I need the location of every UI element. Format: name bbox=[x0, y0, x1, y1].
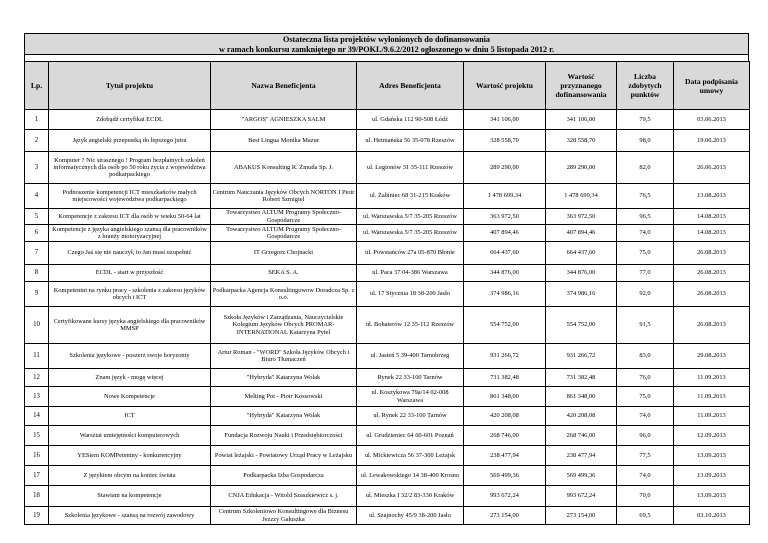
cell-points: 77,0 bbox=[617, 265, 674, 282]
cell-title: Czego Jaś się nie nauczył, to Jan musi uzupełnić bbox=[49, 242, 211, 265]
cell-address: ul. Legionów 31 35-111 Rzeszów bbox=[357, 152, 464, 184]
cell-grant: 341 106,00 bbox=[546, 110, 617, 130]
cell-title: Kompetencje z języka angielskiego szansą dla pracowników z branży motoryzacyjnej bbox=[49, 225, 211, 242]
cell-points: 74,0 bbox=[617, 225, 674, 242]
cell-lp: 6 bbox=[25, 225, 49, 242]
cell-address: ul. Mieszka I 32/2 83-330 Kraków bbox=[357, 486, 464, 507]
cell-date: 13.09.2013 bbox=[674, 446, 750, 466]
cell-points: 77,5 bbox=[617, 446, 674, 466]
table-row bbox=[25, 242, 750, 265]
header-lp: Lp. bbox=[25, 62, 49, 110]
header-points: Liczba zdobytych punktów bbox=[617, 62, 674, 110]
table-row bbox=[25, 184, 750, 209]
cell-date: 11.09.2013 bbox=[674, 387, 750, 407]
cell-address: ul. Grudzieniec 64 60-601 Poznań bbox=[357, 426, 464, 446]
cell-title: YEStem KOMPetentny - konkurencyjny bbox=[49, 446, 211, 466]
cell-points: 75,0 bbox=[617, 242, 674, 265]
cell-lp: 1 bbox=[25, 110, 49, 130]
cell-date: 14.08.2013 bbox=[674, 209, 750, 225]
cell-date: 26.08.2013 bbox=[674, 265, 750, 282]
cell-beneficiary: Melting Pot - Piotr Kossowski bbox=[211, 387, 357, 407]
cell-lp: 5 bbox=[25, 209, 49, 225]
cell-beneficiary: Powiat leżajski - Powiatowy Urząd Pracy w Leżajsku bbox=[211, 446, 357, 466]
document-title bbox=[24, 33, 749, 55]
cell-points: 82,0 bbox=[617, 152, 674, 184]
cell-grant: 238 477,94 bbox=[546, 446, 617, 466]
cell-beneficiary: Artur Roman - "WORD" Szkoła Języków Obcych i Biuro Tłumaczeń bbox=[211, 344, 357, 369]
cell-lp: 9 bbox=[25, 282, 49, 307]
cell-title: Nowe Kompetencje bbox=[49, 387, 211, 407]
cell-grant: 273 154,00 bbox=[546, 507, 617, 525]
header-value: Wartość projektu bbox=[464, 62, 546, 110]
cell-beneficiary: CNJA Edukacja - Witold Szaszkiewicz s. j. bbox=[211, 486, 357, 507]
cell-address: ul. Paca 37 04-386 Warszawa bbox=[357, 265, 464, 282]
cell-beneficiary: "Hybryda" Katarzyna Wolak bbox=[211, 369, 357, 387]
cell-title: Szkolenia językowe - poszerz swoje horyzonty bbox=[49, 344, 211, 369]
cell-value: 420 208,08 bbox=[464, 407, 546, 426]
cell-grant: 664 437,60 bbox=[546, 242, 617, 265]
cell-beneficiary: Towarzystwo ALTUM Programy Społeczno-Gospodarcze bbox=[211, 225, 357, 242]
cell-grant: 420 208,08 bbox=[546, 407, 617, 426]
cell-value: 344 876,00 bbox=[464, 265, 546, 282]
cell-lp: 15 bbox=[25, 426, 49, 446]
cell-lp: 14 bbox=[25, 407, 49, 426]
cell-date: 14.08.2013 bbox=[674, 225, 750, 242]
cell-address: ul. Gdańska 112 90-508 Łódź bbox=[357, 110, 464, 130]
cell-grant: 268 746,00 bbox=[546, 426, 617, 446]
table-row bbox=[25, 407, 750, 426]
header-row bbox=[25, 62, 750, 110]
cell-grant: 344 876,00 bbox=[546, 265, 617, 282]
cell-grant: 569 499,36 bbox=[546, 466, 617, 486]
table-row bbox=[25, 486, 750, 507]
cell-title: Certyfikowane kursy języka angielskiego dla pracowników MMŚP bbox=[49, 307, 211, 344]
cell-grant: 1 478 699,34 bbox=[546, 184, 617, 209]
table-row bbox=[25, 209, 750, 225]
table-row bbox=[25, 225, 750, 242]
cell-grant: 374 986,16 bbox=[546, 282, 617, 307]
header-grant: Wartość przyznanego dofinansowania bbox=[546, 62, 617, 110]
cell-title: Znam język - mogę więcej bbox=[49, 369, 211, 387]
cell-beneficiary: SEKA S. A. bbox=[211, 265, 357, 282]
cell-address: ul. Warszawska 5/7 35-205 Rzeszów bbox=[357, 225, 464, 242]
cell-beneficiary: Towarzystwo ALTUM Programy Społeczno-Gospodarcze bbox=[211, 209, 357, 225]
cell-title: Warsztat umiejętności komputerowych bbox=[49, 426, 211, 446]
cell-grant: 861 348,00 bbox=[546, 387, 617, 407]
cell-date: 26.08.2013 bbox=[674, 242, 750, 265]
cell-value: 363 972,50 bbox=[464, 209, 546, 225]
cell-value: 328 558,70 bbox=[464, 130, 546, 152]
table-row bbox=[25, 130, 750, 152]
cell-date: 13.09.2013 bbox=[674, 486, 750, 507]
cell-beneficiary: Fundacja Rozwoju Nauki i Przedsiębiorczości bbox=[211, 426, 357, 446]
cell-points: 79,5 bbox=[617, 110, 674, 130]
cell-date: 26.06.2013 bbox=[674, 152, 750, 184]
cell-lp: 13 bbox=[25, 387, 49, 407]
cell-title: Kompetentni na rynku pracy - szkolenia z zakresu języków obcych i ICT bbox=[49, 282, 211, 307]
cell-lp: 19 bbox=[25, 507, 49, 525]
table-row bbox=[25, 426, 750, 446]
cell-beneficiary: Szkoła Języków i Zarządzania, Nauczycielskie Kolegium Języków Obcych PROMAR-INTERNATIONAL Katarzyna Pytel bbox=[211, 307, 357, 344]
cell-title: Podnoszenie kompetencji ICT mieszkańców małych miejscowości województwa podkarpackiego bbox=[49, 184, 211, 209]
cell-title: Zdobądź certyfikat ECDL bbox=[49, 110, 211, 130]
cell-lp: 2 bbox=[25, 130, 49, 152]
cell-title: Kompetencje z zakresu ICT dla osób w wieku 50-64 lat bbox=[49, 209, 211, 225]
cell-value: 731 382,48 bbox=[464, 369, 546, 387]
table-row bbox=[25, 307, 750, 344]
cell-beneficiary: ABAKUS Konsulting R. Żmuda Sp. J. bbox=[211, 152, 357, 184]
cell-address: ul. Lewakowskiego 14 38-400 Krosno bbox=[357, 466, 464, 486]
cell-address: ul. Koszykowa 79a/14 02-008 Warszawa bbox=[357, 387, 464, 407]
cell-beneficiary: Podkarpacka Agencja Konsultingowow Doradcza Sp. z o.o. bbox=[211, 282, 357, 307]
cell-title: Z językiem obcym na koniec świata bbox=[49, 466, 211, 486]
cell-beneficiary: IT Grzegorz Chojnacki bbox=[211, 242, 357, 265]
table-body bbox=[25, 110, 750, 525]
cell-points: 92,0 bbox=[617, 282, 674, 307]
cell-address: ul. Bohaterów 12 35-112 Rzeszów bbox=[357, 307, 464, 344]
table-row bbox=[25, 344, 750, 369]
table-row bbox=[25, 446, 750, 466]
cell-value: 407 894,46 bbox=[464, 225, 546, 242]
cell-address: ul. Jasień 5 39-400 Tarnobrzeg bbox=[357, 344, 464, 369]
cell-points: 74,0 bbox=[617, 407, 674, 426]
cell-points: 74,0 bbox=[617, 466, 674, 486]
cell-points: 96,0 bbox=[617, 426, 674, 446]
table-row bbox=[25, 507, 750, 525]
cell-beneficiary: Centrum Nauczania Języków Obcych NORTON I Piotr Robert Szmigiel bbox=[211, 184, 357, 209]
table-row bbox=[25, 110, 750, 130]
cell-lp: 8 bbox=[25, 265, 49, 282]
title-line-2: w ramach konkursu zamkniętego nr 39/POKL/9.6.2/2012 ogłoszonego w dniu 5 listopada 2012 r. bbox=[218, 45, 555, 54]
cell-lp: 4 bbox=[25, 184, 49, 209]
cell-value: 664 437,60 bbox=[464, 242, 546, 265]
cell-points: 98,0 bbox=[617, 130, 674, 152]
cell-date: 11.09.2013 bbox=[674, 407, 750, 426]
cell-points: 69,5 bbox=[617, 507, 674, 525]
cell-points: 76,0 bbox=[617, 369, 674, 387]
cell-lp: 11 bbox=[25, 344, 49, 369]
cell-value: 341 106,00 bbox=[464, 110, 546, 130]
cell-points: 75,0 bbox=[617, 387, 674, 407]
cell-value: 931 266,72 bbox=[464, 344, 546, 369]
cell-beneficiary: "Hybryda" Katarzyna Wolak bbox=[211, 407, 357, 426]
cell-grant: 931 266,72 bbox=[546, 344, 617, 369]
cell-lp: 3 bbox=[25, 152, 49, 184]
cell-address: ul. 17 Stycznia 18 38-200 Jasło bbox=[357, 282, 464, 307]
cell-points: 91,5 bbox=[617, 307, 674, 344]
cell-date: 03.10.2013 bbox=[674, 507, 750, 525]
cell-address: ul. Mickiewicza 56 37-300 Leżajsk bbox=[357, 446, 464, 466]
cell-lp: 7 bbox=[25, 242, 49, 265]
cell-address: ul. Powstańców 27a 05-870 Błonie bbox=[357, 242, 464, 265]
cell-lp: 10 bbox=[25, 307, 49, 344]
cell-points: 76,5 bbox=[617, 184, 674, 209]
cell-grant: 363 972,50 bbox=[546, 209, 617, 225]
cell-points: 96,5 bbox=[617, 209, 674, 225]
cell-address: ul. Szajnochy 45/9 38-200 Jasło bbox=[357, 507, 464, 525]
cell-date: 11.09.2013 bbox=[674, 369, 750, 387]
cell-address: ul. Warszawska 5/7 35-205 Rzeszów bbox=[357, 209, 464, 225]
cell-points: 70,0 bbox=[617, 486, 674, 507]
cell-address: ul. Żabiniec 68 31-215 Kraków bbox=[357, 184, 464, 209]
cell-title: Szkolenia językowe - szansą na rozwój zawodowy bbox=[49, 507, 211, 525]
cell-value: 861 348,00 bbox=[464, 387, 546, 407]
header-title: Tytuł projektu bbox=[49, 62, 211, 110]
cell-address: Rynek 22 33-100 Tarnów bbox=[357, 369, 464, 387]
header-beneficiary: Nazwa Beneficjenta bbox=[211, 62, 357, 110]
header-address: Adres Beneficjenta bbox=[357, 62, 464, 110]
cell-date: 03.06.2013 bbox=[674, 110, 750, 130]
cell-date: 13.08.2013 bbox=[674, 184, 750, 209]
cell-date: 13.09.2013 bbox=[674, 466, 750, 486]
cell-value: 554 752,00 bbox=[464, 307, 546, 344]
cell-lp: 12 bbox=[25, 369, 49, 387]
table-row bbox=[25, 387, 750, 407]
cell-address: ul. Hetmańska 56 35-078 Rzeszów bbox=[357, 130, 464, 152]
cell-address: ul. Rynek 22 33-100 Tarnów bbox=[357, 407, 464, 426]
cell-beneficiary: Podkarpacka Izba Gospodarcza bbox=[211, 466, 357, 486]
cell-value: 289 290,00 bbox=[464, 152, 546, 184]
table-row bbox=[25, 265, 750, 282]
cell-title: ICT bbox=[49, 407, 211, 426]
cell-grant: 993 672,24 bbox=[546, 486, 617, 507]
cell-value: 273 154,00 bbox=[464, 507, 546, 525]
cell-title: Komputer ? Nic strasznego ! Program bezpłatnych szkoleń informatycznych dla osób po 50 roku życia z województwa podkarpackiego bbox=[49, 152, 211, 184]
cell-date: 26.08.2013 bbox=[674, 282, 750, 307]
table-row bbox=[25, 466, 750, 486]
cell-value: 993 672,24 bbox=[464, 486, 546, 507]
cell-beneficiary: "ARGOS" AGNIESZKA SALM bbox=[211, 110, 357, 130]
cell-beneficiary: Centrum Szkoleniowo Konsultingowe dla Biznesu Jezzzy Gałuszka bbox=[211, 507, 357, 525]
cell-beneficiary: Best Lingua Monika Mazur bbox=[211, 130, 357, 152]
projects-table bbox=[24, 61, 750, 525]
cell-value: 374 986,16 bbox=[464, 282, 546, 307]
cell-lp: 18 bbox=[25, 486, 49, 507]
title-line-1: Ostateczna lista projektów wyłonionych do dofinansowania bbox=[282, 35, 491, 44]
cell-value: 268 746,00 bbox=[464, 426, 546, 446]
cell-value: 569 499,36 bbox=[464, 466, 546, 486]
table-row bbox=[25, 369, 750, 387]
cell-title: Język angielski przepustką do lepszego jutra bbox=[49, 130, 211, 152]
header-date: Data podpisania umowy bbox=[674, 62, 750, 110]
cell-title: ECDL - start w przyszłość bbox=[49, 265, 211, 282]
cell-date: 26.08.2013 bbox=[674, 307, 750, 344]
cell-value: 1 478 699,34 bbox=[464, 184, 546, 209]
cell-date: 29.08.2013 bbox=[674, 344, 750, 369]
table-row bbox=[25, 282, 750, 307]
cell-points: 83,0 bbox=[617, 344, 674, 369]
cell-date: 19.06.2013 bbox=[674, 130, 750, 152]
cell-date: 12.09.2013 bbox=[674, 426, 750, 446]
cell-grant: 731 382,48 bbox=[546, 369, 617, 387]
cell-value: 238 477,94 bbox=[464, 446, 546, 466]
table-row bbox=[25, 152, 750, 184]
cell-lp: 17 bbox=[25, 466, 49, 486]
cell-lp: 16 bbox=[25, 446, 49, 466]
cell-grant: 289 290,00 bbox=[546, 152, 617, 184]
cell-title: Stawiam na kompetencje bbox=[49, 486, 211, 507]
cell-grant: 554 752,00 bbox=[546, 307, 617, 344]
cell-grant: 407 894,46 bbox=[546, 225, 617, 242]
cell-grant: 328 558,70 bbox=[546, 130, 617, 152]
